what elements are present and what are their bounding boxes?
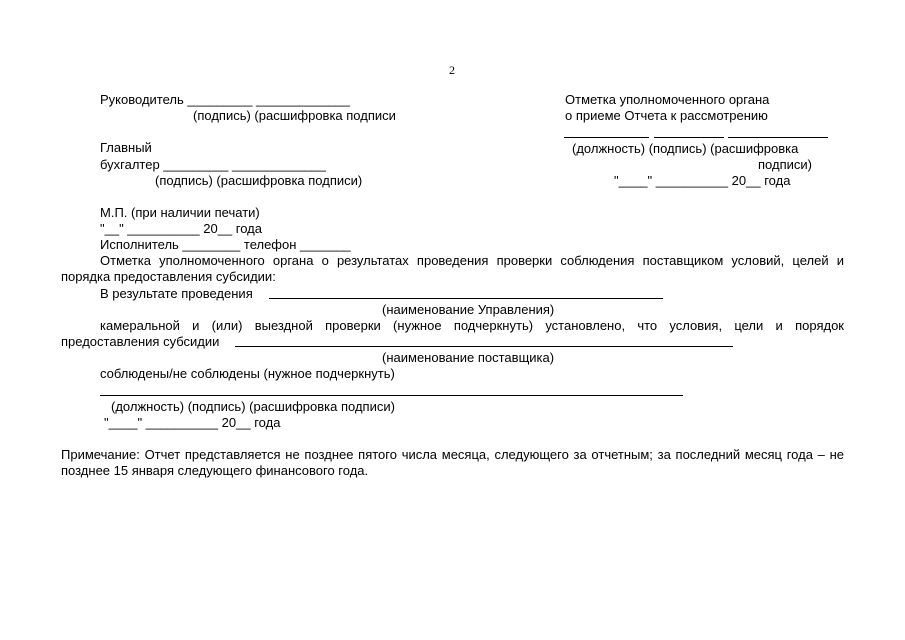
note-paragraph: Примечание: Отчет представляется не позднее пятого числа месяца, следующего за отчетным; за последний месяц года – не позднее 15 января следующего финансового года. [61,447,844,478]
check-mark-paragraph: Отметка уполномоченного органа о результатах проведения проверки соблюдения поставщиком условий, целей и порядка предоставления субсидии: [61,253,844,284]
stamp-note: М.П. (при наличии печати) [100,205,260,220]
head-signature-line: Руководитель _________ _____________ [100,92,351,107]
accountant-signature-caption: (подпись) (расшифровка подписи) [155,173,363,188]
report-date-line: "__" __________ 20__ года [100,221,262,236]
acceptance-name-blank [728,137,828,138]
executor-line: Исполнитель ________ телефон _______ [100,237,351,252]
acceptance-caption-line2: подписи) [758,157,812,172]
accountant-signature-line: бухгалтер _________ _____________ [100,157,326,172]
signature-caption: (должность) (подпись) (расшифровка подписи) [111,399,395,414]
acceptance-title-line2: о приеме Отчета к рассмотрению [565,108,768,123]
check-paragraph: камеральной и (или) выездной проверки (нужное подчеркнуть) установлено, что условия, цели и порядок [100,318,844,333]
page-number: 2 [449,63,455,77]
head-signature-caption: (подпись) (расшифровка подписи [193,108,396,123]
acceptance-date-line: "____" __________ 20__ года [614,173,791,188]
acceptance-signature-blank [654,137,724,138]
signature-blank [100,395,683,396]
acceptance-title-line1: Отметка уполномоченного органа [565,92,770,107]
accountant-title: Главный [100,140,152,155]
compliance-line: соблюдены/не соблюдены (нужное подчеркнуть) [100,366,395,381]
supplier-caption: (наименование поставщика) [382,350,555,365]
acceptance-caption-line1: (должность) (подпись) (расшифровка [572,141,799,156]
acceptance-position-blank [564,137,649,138]
department-caption: (наименование Управления) [382,302,555,317]
subsidy-label: предоставления субсидии [61,334,220,349]
supplier-blank [235,346,733,347]
result-label: В результате проведения [100,286,253,301]
final-date-line: "____" __________ 20__ года [104,415,281,430]
department-blank [269,298,663,299]
